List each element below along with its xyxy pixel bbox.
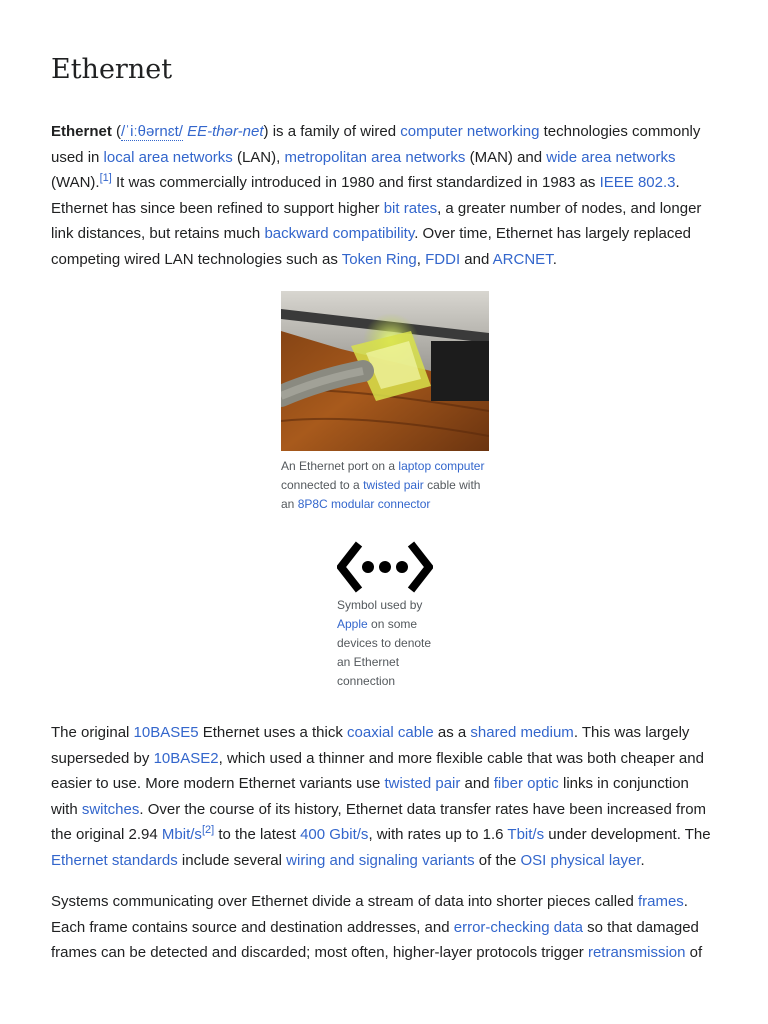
link-tbit-s[interactable]: Tbit/s	[507, 826, 545, 843]
link-arcnet[interactable]: ARCNET	[492, 250, 553, 268]
text-run: and	[460, 775, 494, 792]
caption-text: Symbol used by	[337, 598, 423, 612]
link-twisted-pair[interactable]: twisted pair	[384, 775, 461, 792]
link-osi-physical-layer[interactable]: OSI physical layer	[520, 851, 641, 869]
ipa-link[interactable]: /ˈiːθərnɛt/	[121, 123, 183, 140]
text-run: (MAN) and	[465, 148, 547, 166]
link-mbit-s[interactable]: Mbit/s	[161, 826, 202, 843]
reference-1[interactable]: [1]	[99, 172, 112, 184]
link-twisted-pair-caption[interactable]: twisted pair	[363, 478, 424, 492]
link-wiring-and-signaling-variants[interactable]: wiring and signaling variants	[286, 851, 475, 869]
text-run: Ethernet uses a thick	[198, 724, 348, 741]
text-run: include several	[177, 851, 287, 869]
link-8p8c-modular-connector[interactable]: 8P8C modular connector	[297, 497, 431, 511]
ethernet-symbol-icon[interactable]	[337, 538, 433, 596]
link-fddi[interactable]: FDDI	[425, 250, 461, 268]
link-error-checking-data[interactable]: error-checking data	[453, 918, 583, 936]
term-bold: Ethernet	[51, 123, 112, 140]
link-ethernet-standards[interactable]: Ethernet standards	[51, 851, 178, 869]
text-run: links in conjunction with	[51, 775, 689, 818]
text-run: (WAN).	[51, 174, 100, 191]
link-fiber-optic[interactable]: fiber optic	[493, 775, 559, 792]
respelling-link[interactable]: EE-thər-net	[187, 123, 264, 140]
link-400-gbit-s[interactable]: 400 Gbit/s	[300, 826, 369, 843]
history-paragraph	[51, 720, 717, 873]
text-run: (LAN),	[232, 148, 285, 166]
text-run: so that damaged frames can be detected and discarded; most often, higher-layer protocols trigger	[51, 918, 699, 961]
frames-paragraph	[51, 889, 717, 966]
link-apple[interactable]: Apple	[337, 617, 368, 631]
text-run: , with rates up to 1.6	[368, 826, 508, 843]
link-laptop-computer[interactable]: laptop computer	[398, 459, 485, 473]
link-bit-rates[interactable]: bit rates	[383, 199, 438, 217]
link-local-area-networks[interactable]: local area networks	[103, 148, 233, 166]
link-token-ring[interactable]: Token Ring	[341, 250, 417, 268]
text-run: . This was largely superseded by	[51, 724, 690, 767]
text-run: . Ethernet has since been refined to support higher	[51, 174, 680, 217]
caption-text: cable with an	[281, 478, 481, 511]
symbol-caption	[337, 596, 437, 691]
page-title: Ethernet	[51, 54, 173, 85]
link-switches[interactable]: switches	[81, 800, 140, 818]
text-run: and	[460, 250, 493, 268]
ethernet-port-figure	[281, 291, 489, 514]
text-run: The original	[51, 724, 134, 741]
caption-text: on some devices to denote an Ethernet connection	[337, 617, 432, 688]
link-retransmission[interactable]: retransmission	[587, 944, 686, 961]
ethernet-port-photo[interactable]	[281, 291, 489, 451]
reference-2[interactable]: [2]	[201, 824, 215, 836]
port-caption	[281, 457, 489, 514]
text-run: . Over the course of its history, Ethernet data transfer rates have been increased from the original 2.94	[51, 800, 707, 843]
link-10base5[interactable]: 10BASE5	[133, 724, 199, 741]
text-run: (	[111, 123, 122, 140]
caption-text: connected to a	[281, 478, 364, 492]
link-computer-networking[interactable]: computer networking	[400, 123, 540, 140]
text-run: , a greater number of nodes, and longer link distances, but retains much	[51, 199, 702, 242]
text-run: . Over time, Ethernet has largely replaced competing wired LAN technologies such as	[51, 225, 692, 268]
link-shared-medium[interactable]: shared medium	[470, 724, 574, 741]
text-run: .	[640, 851, 645, 869]
link-wide-area-networks[interactable]: wide area networks	[546, 148, 676, 166]
link-ieee-802-3[interactable]: IEEE 802.3	[599, 174, 676, 191]
link-frames[interactable]: frames	[637, 893, 684, 910]
text-run: to the latest	[214, 826, 301, 843]
link-metropolitan-area-networks[interactable]: metropolitan area networks	[284, 148, 466, 166]
text-run: technologies commonly used in	[51, 123, 701, 166]
intro-paragraph	[51, 119, 717, 272]
text-run: ,	[416, 250, 426, 268]
text-run: , which used a thinner and more flexible cable that was both cheaper and easier to use. More modern Ethernet variants use	[51, 749, 704, 792]
link-10base2[interactable]: 10BASE2	[153, 749, 219, 767]
text-run: It was commercially introduced in 1980 and first standardized in 1983 as	[111, 174, 600, 191]
text-run: ) is a family of wired	[263, 123, 401, 140]
text-run: .	[552, 250, 557, 268]
link-backward-compatibility[interactable]: backward compatibility	[264, 225, 415, 242]
text-run: as a	[433, 724, 471, 741]
link-coaxial-cable[interactable]: coaxial cable	[347, 724, 434, 741]
text-run: Systems communicating over Ethernet divide a stream of data into shorter pieces called	[51, 893, 638, 910]
ethernet-symbol-figure	[337, 538, 437, 691]
text-run: under development. The	[544, 826, 711, 843]
text-run: of	[685, 944, 703, 961]
text-run: . Each frame contains source and destination addresses, and	[51, 893, 688, 936]
caption-text: An Ethernet port on a	[281, 459, 399, 473]
text-run: of the	[474, 851, 521, 869]
